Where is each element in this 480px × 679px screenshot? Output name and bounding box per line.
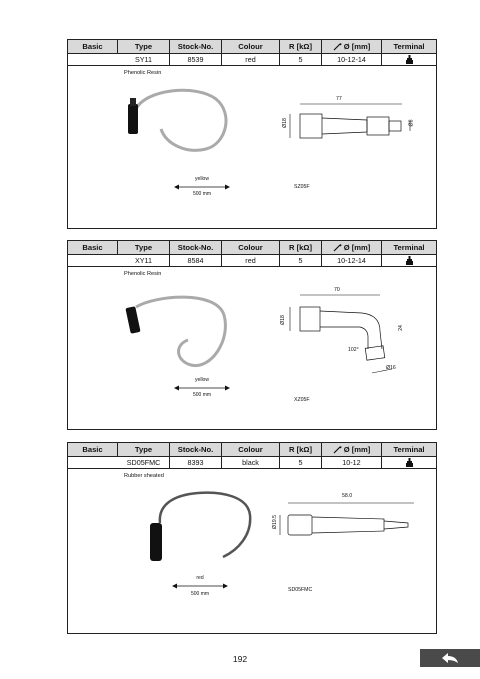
col-dia-label: Ø [mm]	[343, 42, 371, 51]
dim-left: Ø19.5	[272, 514, 279, 530]
product-figure	[68, 266, 436, 429]
dim-side: 24	[397, 325, 404, 331]
col-dia-label: Ø [mm]	[343, 445, 371, 454]
cell-stock: 8539	[170, 54, 222, 65]
table-header	[68, 241, 436, 255]
col-r: R [kΩ]	[280, 40, 322, 53]
table-header	[68, 40, 436, 54]
terminal-icon	[406, 458, 413, 467]
product-figure	[68, 65, 436, 228]
material-label: Phenolic Resin	[124, 70, 162, 76]
dim-left: Ø18	[279, 315, 286, 325]
ignition-cable-image	[138, 485, 268, 575]
dim-right: Ø8	[408, 119, 415, 127]
drawing-code: SZ05F	[294, 184, 310, 190]
cell-r: 5	[280, 255, 322, 266]
col-terminal: Terminal	[393, 42, 425, 51]
spark-wand-icon	[333, 244, 342, 252]
cell-colour: red	[222, 255, 280, 266]
length-label: 500 mm	[190, 591, 210, 597]
col-stock: Stock-No.	[170, 40, 222, 53]
product-panel-sy11	[67, 39, 437, 229]
cable-colour-label: red	[196, 575, 204, 581]
cell-dia: 10-12-14	[322, 255, 382, 266]
cell-type: SY11	[118, 54, 170, 65]
cell-stock: 8393	[170, 457, 222, 468]
cell-basic	[68, 255, 118, 266]
terminal-icon	[406, 55, 413, 64]
col-basic: Basic	[68, 241, 118, 254]
dim-angle: 102°	[348, 347, 359, 353]
cell-basic	[68, 457, 118, 468]
cell-terminal	[382, 54, 436, 65]
material-label: Phenolic Resin	[124, 271, 162, 277]
length-arrow	[174, 184, 230, 190]
cell-type: SD05FMC	[118, 457, 170, 468]
cable-colour-label: yellow	[195, 377, 209, 383]
col-colour: Colour	[222, 241, 280, 254]
dim-top: 70	[334, 287, 340, 293]
col-terminal: Terminal	[393, 445, 425, 454]
col-dia	[322, 40, 382, 53]
col-basic: Basic	[68, 40, 118, 53]
technical-drawing	[279, 287, 412, 387]
col-type: Type	[118, 443, 170, 456]
cell-colour: black	[222, 457, 280, 468]
table-row	[68, 54, 436, 65]
col-r: R [kΩ]	[280, 241, 322, 254]
spark-wand-icon	[333, 43, 342, 51]
table-header	[68, 443, 436, 457]
cell-type: XY11	[118, 255, 170, 266]
cell-terminal	[382, 457, 436, 468]
cell-r: 5	[280, 54, 322, 65]
dim-right: Ø16	[386, 365, 396, 371]
material-label: Rubber sheated	[124, 473, 164, 479]
length-label: 500 mm	[192, 191, 212, 197]
technical-drawing	[282, 98, 422, 158]
length-label: 500 mm	[192, 392, 212, 398]
cell-dia: 10-12-14	[322, 54, 382, 65]
dim-top: 58.0	[342, 493, 353, 499]
product-panel-xy11	[67, 240, 437, 430]
col-dia-label: Ø [mm]	[343, 243, 371, 252]
dim-left: Ø18	[281, 118, 288, 128]
cable-colour-label: yellow	[195, 176, 209, 182]
ignition-cable-image	[116, 84, 246, 164]
ignition-cable-image	[116, 285, 246, 375]
col-colour: Colour	[222, 443, 280, 456]
product-panel-sd05fmc	[67, 442, 437, 634]
table-row	[68, 457, 436, 468]
spark-wand-icon	[333, 446, 342, 454]
page-number: 192	[232, 654, 248, 664]
technical-drawing	[274, 499, 424, 549]
length-arrow	[174, 385, 230, 391]
col-dia	[322, 443, 382, 456]
col-type: Type	[118, 241, 170, 254]
terminal-icon	[406, 256, 413, 265]
length-arrow	[172, 583, 228, 589]
back-button[interactable]	[420, 649, 480, 667]
col-colour: Colour	[222, 40, 280, 53]
cell-terminal	[382, 255, 436, 266]
col-basic: Basic	[68, 443, 118, 456]
cell-dia: 10-12	[322, 457, 382, 468]
dim-top: 77	[336, 96, 342, 102]
col-dia	[322, 241, 382, 254]
drawing-code: SD05FMC	[288, 587, 313, 593]
cell-r: 5	[280, 457, 322, 468]
cell-stock: 8584	[170, 255, 222, 266]
back-arrow-icon	[441, 652, 459, 664]
col-stock: Stock-No.	[170, 241, 222, 254]
table-row	[68, 255, 436, 266]
drawing-code: XZ05F	[294, 397, 310, 403]
cell-basic	[68, 54, 118, 65]
cell-colour: red	[222, 54, 280, 65]
col-r: R [kΩ]	[280, 443, 322, 456]
col-type: Type	[118, 40, 170, 53]
col-stock: Stock-No.	[170, 443, 222, 456]
product-figure	[68, 468, 436, 633]
col-terminal: Terminal	[393, 243, 425, 252]
